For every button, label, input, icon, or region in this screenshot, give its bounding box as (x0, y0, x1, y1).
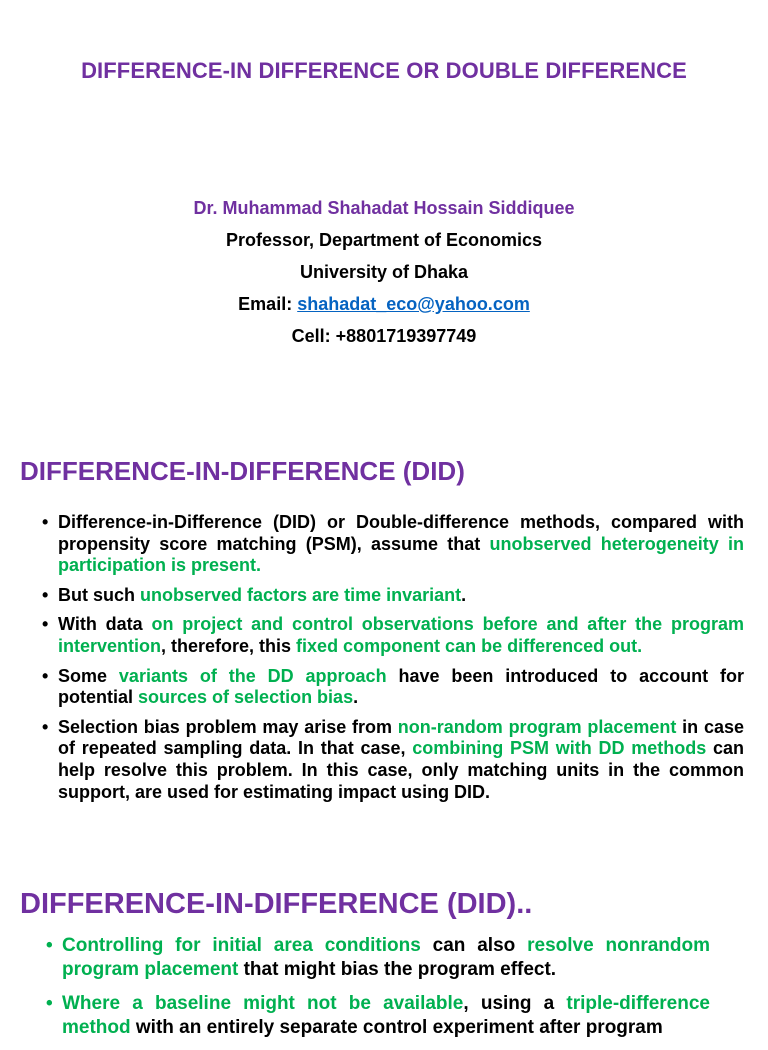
bullet-item (44, 992, 710, 1040)
bullet-marker: • (46, 993, 53, 1014)
author-name: Dr. Muhammad Shahadat Hossain Siddiquee (193, 198, 575, 218)
bullet-text: Some (58, 665, 119, 686)
bullet-text: can help resolve this problem. In this case, only matching units in the common support, are used for estimating impact using DID. (58, 738, 744, 802)
slide-heading: DIFFERENCE-IN-DIFFERENCE (DID).. (20, 888, 533, 920)
bullet-highlight: fixed component can be differenced out. (296, 635, 643, 656)
bullet-highlight: Where a baseline might not be available (62, 993, 464, 1014)
author-position: Professor, Department of Economics (225, 230, 543, 250)
bullet-highlight: variants of the DD approach (118, 665, 387, 686)
bullet-text: have been introduced to account for potential (58, 665, 744, 708)
bullet-list (44, 934, 710, 1050)
bullet-highlight: non-random program placement (397, 716, 677, 737)
did-continued-slide (0, 870, 768, 1038)
author-university: University of Dhaka (299, 262, 469, 282)
bullet-marker: • (42, 584, 49, 605)
bullet-text: can also (420, 935, 528, 956)
bullet-highlight: combining PSM with DD methods (412, 738, 707, 759)
bullet-highlight: triple-difference method (62, 993, 710, 1038)
bullet-text: . (353, 687, 359, 708)
bullet-text: Selection bias problem may arise from (58, 716, 398, 737)
bullet-item (40, 614, 744, 657)
bullet-marker: • (42, 512, 49, 532)
bullet-item (40, 717, 744, 803)
bullet-text: with an entirely separate control experiment after program (130, 1017, 663, 1038)
bullet-highlight: sources of selection bias (138, 687, 354, 708)
author-cell: Cell: +8801719397749 (291, 326, 477, 346)
bullet-highlight: unobserved heterogeneity in participation is present. (58, 533, 744, 576)
did-slide (0, 440, 768, 860)
bullet-marker: • (42, 716, 49, 737)
email-label: Email: (238, 294, 298, 314)
bullet-item (44, 934, 710, 982)
bullet-text: With data (58, 614, 152, 635)
bullet-marker: • (46, 935, 53, 956)
bullet-item (40, 585, 744, 607)
slide-heading: DIFFERENCE-IN-DIFFERENCE (DID) (20, 456, 465, 486)
slide-title: DIFFERENCE-IN DIFFERENCE OR DOUBLE DIFFERENCE (81, 58, 687, 83)
bullet-marker: • (42, 665, 49, 686)
bullet-highlight: on project and control observations before and after the program intervention (58, 614, 744, 656)
email-link[interactable]: shahadat_eco@yahoo.com (297, 294, 530, 314)
bullet-text: that might bias the program effect. (238, 959, 557, 980)
bullet-text: , using a (463, 993, 567, 1014)
bullet-text: , therefore, this (161, 635, 297, 656)
bullet-text: But such (58, 584, 141, 605)
title-slide (0, 0, 768, 420)
bullet-highlight: resolve nonrandom program placement (62, 935, 710, 980)
bullet-list (40, 512, 744, 811)
bullet-item (40, 512, 744, 577)
author-email-line (0, 294, 768, 315)
bullet-text: Difference-in-Difference (DID) or Double-difference methods, compared with propensity score matching (PSM), assume that (58, 512, 744, 554)
bullet-text: . (461, 584, 467, 605)
bullet-text: in case of repeated sampling data. In that case, (58, 716, 744, 759)
bullet-item (40, 666, 744, 709)
bullet-marker: • (42, 614, 49, 635)
bullet-highlight: Controlling for initial area conditions (62, 935, 421, 956)
bullet-highlight: unobserved factors are time invariant (140, 584, 462, 605)
